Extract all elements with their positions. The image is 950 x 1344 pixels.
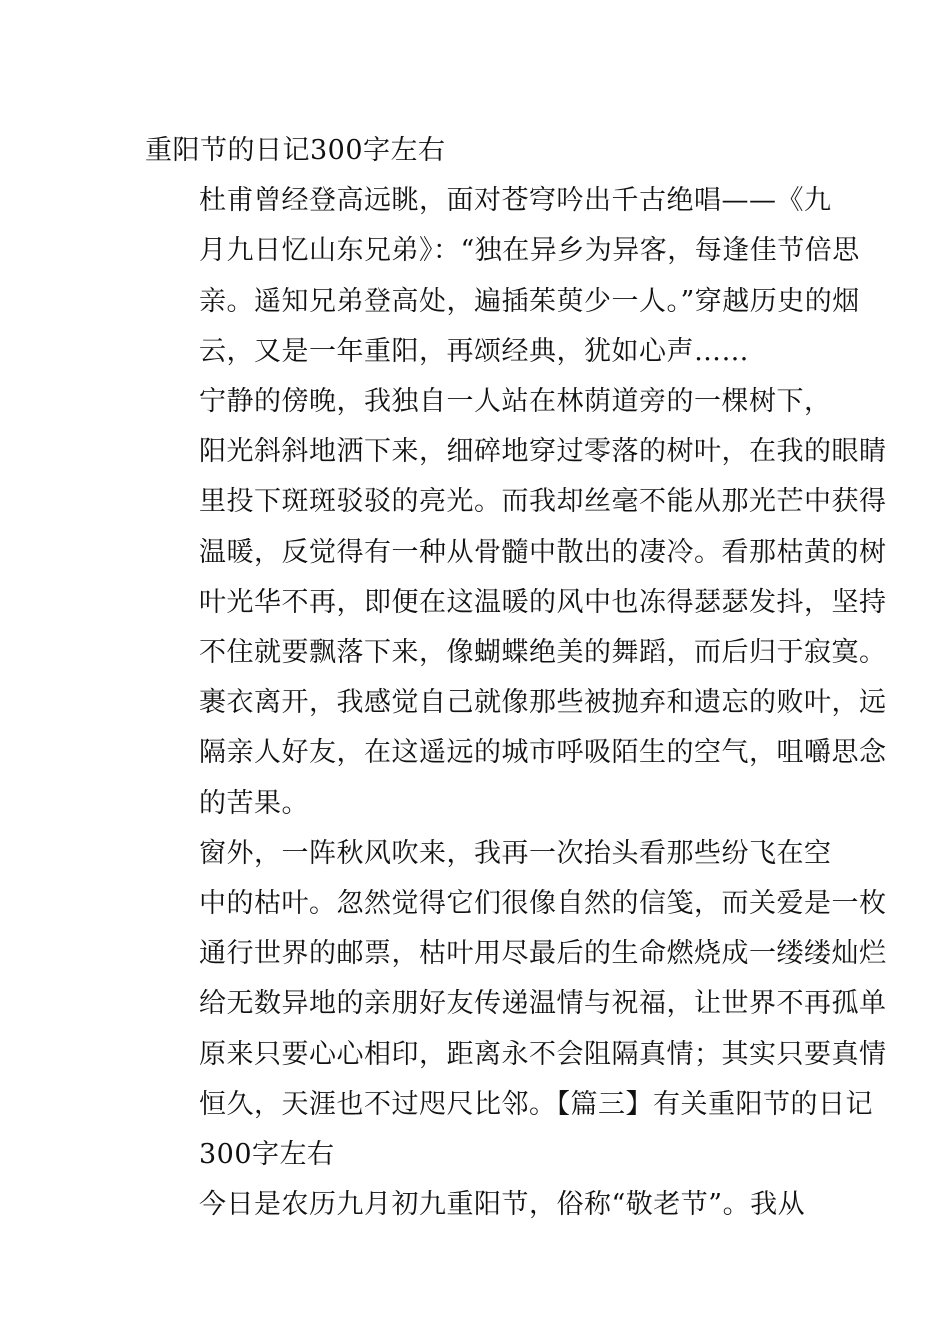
paragraph-3-line-4: 给无数异地的亲朋好友传递温情与祝福，让世界不再孤单 (199, 988, 887, 1020)
paragraph-3-line-1: 窗外，一阵秋风吹来，我再一次抬头看那些纷飞在空 (199, 837, 832, 869)
paragraph-1-line-2: 月九日忆山东兄弟》：“独在异乡为异客，每逢佳节倍思 (199, 235, 860, 267)
document-body (145, 126, 887, 1230)
paragraph-1 (145, 176, 860, 377)
paragraph-4 (145, 1180, 807, 1230)
paragraph-3-line-2: 中的枯叶。忽然觉得它们很像自然的信笺，而关爱是一枚 (199, 888, 887, 920)
paragraph-2-line-2: 阳光斜斜地洒下来，细碎地穿过零落的树叶，在我的眼睛 (199, 436, 887, 468)
paragraph-2-line-4: 温暖，反觉得有一种从骨髓中散出的凄冷。看那枯黄的树 (199, 536, 887, 568)
paragraph-2-line-3: 里投下斑斑驳驳的亮光。而我却丝毫不能从那光芒中获得 (199, 486, 887, 518)
paragraph-1-line-4: 云，又是一年重阳，再颂经典，犹如心声…… (199, 335, 749, 367)
paragraph-3-line-5: 原来只要心心相印，距离永不会阻隔真情；其实只要真情 (199, 1038, 887, 1070)
paragraph-1-line-3: 亲。遥知兄弟登高处，遍插茱萸少一人。”穿越历史的烟 (199, 285, 860, 317)
paragraph-3-line-6: 恒久，天涯也不过咫尺比邻。【篇三】有关重阳节的日记 (199, 1088, 873, 1120)
paragraph-2-line-5: 叶光华不再，即便在这温暖的风中也冻得瑟瑟发抖，坚持 (199, 586, 887, 618)
paragraph-2-line-8: 隔亲人好友，在这遥远的城市呼吸陌生的空气，咀嚼思念 (199, 737, 887, 769)
paragraph-2-line-6: 不住就要飘落下来，像蝴蝶绝美的舞蹈，而后归于寂寞。 (199, 637, 887, 669)
paragraph-2-line-9: 的苦果。 (199, 787, 309, 819)
paragraph-3-line-3: 通行世界的邮票，枯叶用尽最后的生命燃烧成一缕缕灿烂 (199, 938, 887, 970)
paragraph-2 (145, 377, 887, 829)
document-title: 重阳节的日记300字左右 (145, 135, 446, 166)
paragraph-3 (145, 829, 887, 1180)
paragraph-4-line-1: 今日是农历九月初九重阳节，俗称“敬老节”。我从 (199, 1189, 806, 1221)
paragraph-2-line-1: 宁静的傍晚，我独自一人站在林荫道旁的一棵树下， (199, 386, 832, 418)
paragraph-3-line-7: 300字左右 (199, 1139, 335, 1171)
paragraph-1-line-1: 杜甫曾经登高远眺，面对苍穹吟出千古绝唱——《九 (199, 185, 832, 217)
paragraph-2-line-7: 裹衣离开，我感觉自己就像那些被抛弃和遗忘的败叶，远 (199, 687, 887, 719)
